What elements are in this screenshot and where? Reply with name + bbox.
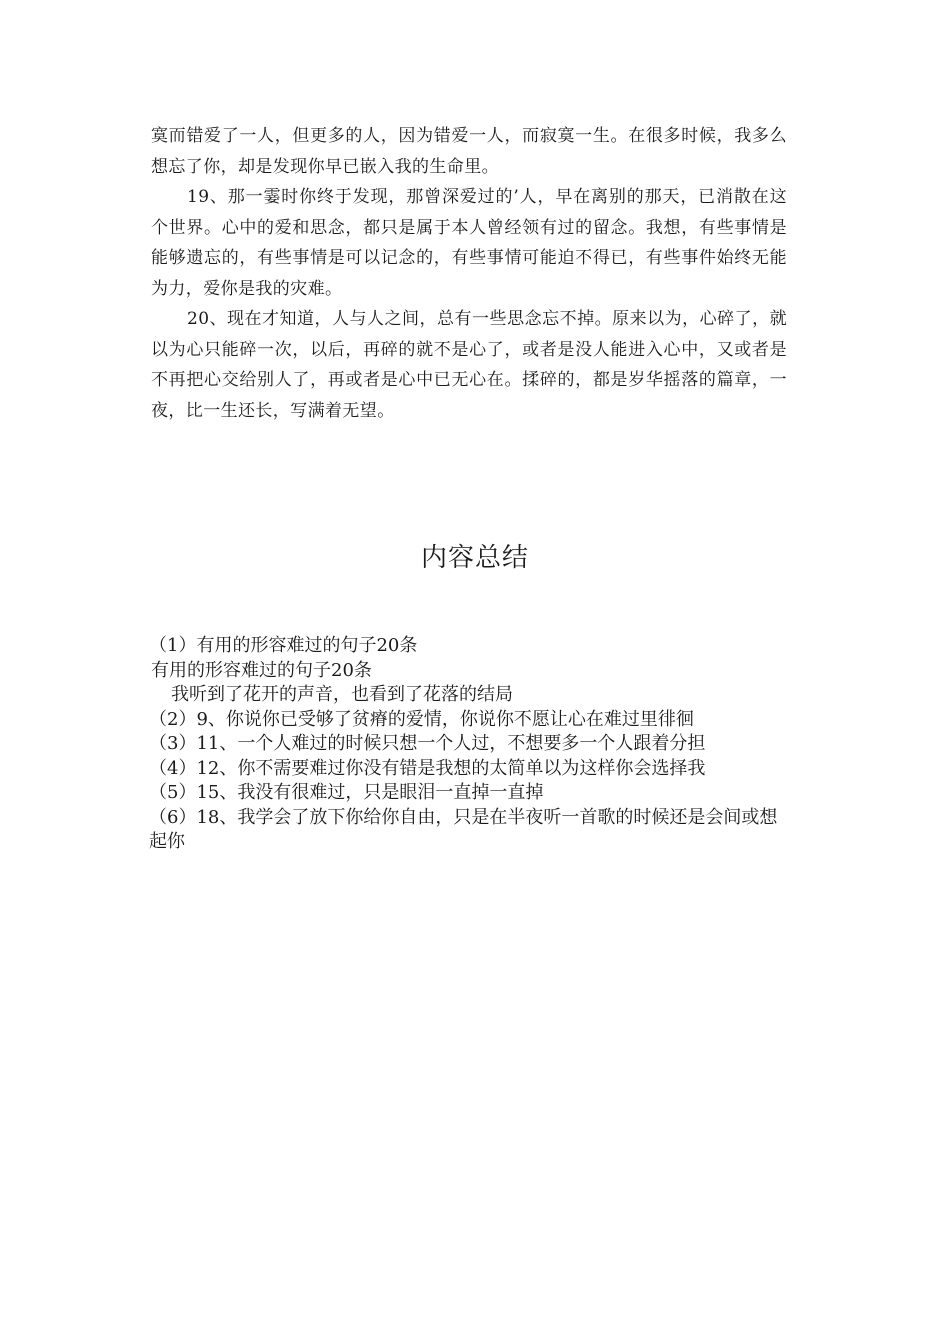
summary-item-subline: 我听到了花开的声音，也看到了花落的结局 xyxy=(171,684,513,705)
summary-item-2: （2）9、你说你已受够了贫瘠的爱情，你说你不愿让心在难过里徘徊 xyxy=(149,708,694,730)
summary-item-6: （6）18、我学会了放下你给你自由，只是在半夜听一首歌的时候还是会间或想起你 xyxy=(149,806,778,852)
paragraph-19: 19、那一霎时你终于发现，那曾深爱过的’人，早在离别的那天，已消散在这个世界。心中的爱和思念，都只是属于本人曾经领有过的留念。我想，有些事情是能够遗忘的，有些事情是可以记念的，有些事情可能迫不得已，有些事件始终无能为力，爱你是我的灾难。 xyxy=(151,187,787,299)
summary-title: 内容总结 xyxy=(420,543,529,573)
body-text xyxy=(151,121,787,426)
summary-item-1: （1）有用的形容难过的句子20条 xyxy=(149,635,418,656)
summary-item-4: （4）12、你不需要难过你没有错是我想的太简单以为这样你会选择我 xyxy=(149,757,706,779)
summary-item-3: （3）11、一个人难过的时候只想一个人过，不想要多一个人跟着分担 xyxy=(149,733,706,754)
summary-item-subtitle: 有用的形容难过的句子20条 xyxy=(151,659,372,681)
summary-item-5: （5）15、我没有很难过，只是眼泪一直掉一直掉 xyxy=(149,782,544,803)
paragraph-continuation: 寞而错爱了一人，但更多的人，因为错爱一人，而寂寞一生。在很多时候，我多么想忘了你，却是发现你早已嵌入我的生命里。 xyxy=(151,126,787,177)
summary-list xyxy=(151,634,791,855)
paragraph-20: 20、现在才知道，人与人之间，总有一些思念忘不掉。原来以为，心碎了，就以为心只能碎一次，以后，再碎的就不是心了，或者是没人能进入心中，又或者是不再把心交给别人了，再或者是心中已无心在。揉碎的，都是岁华摇落的篇章，一夜，比一生还长，写满着无望。 xyxy=(151,309,787,421)
